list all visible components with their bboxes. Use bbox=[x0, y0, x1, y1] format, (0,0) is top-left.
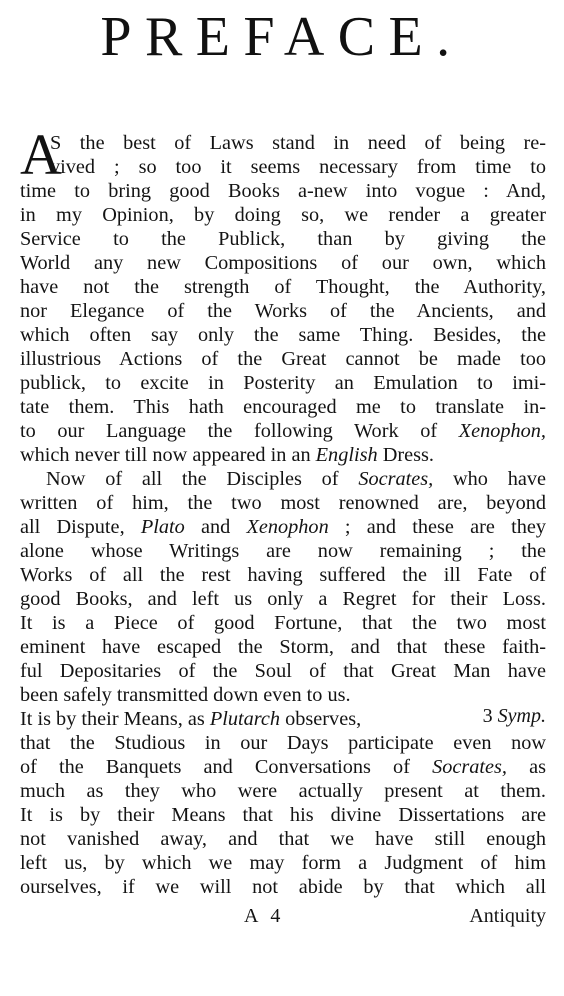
text-line: much as they who were actually present at them. bbox=[20, 780, 546, 802]
text-line: ourselves, if we will not abide by that which all bbox=[20, 876, 546, 898]
text-line bbox=[46, 467, 546, 491]
italic-name: Plutarch bbox=[209, 708, 281, 730]
text-line bbox=[20, 443, 546, 467]
text-line: not vanished away, and that we have still enough bbox=[20, 828, 546, 850]
text-line: Service to the Publick, than by giving the bbox=[20, 228, 546, 250]
text-line: alone whose Writings are now remaining ; the bbox=[20, 540, 546, 562]
text-run: ; and these are they bbox=[328, 516, 546, 538]
text-line: written of him, the two most renowned are, beyond bbox=[20, 492, 546, 514]
text-run: Now of all the Disciples of bbox=[46, 468, 359, 490]
text-line: been safely transmitted down even to us. bbox=[20, 684, 351, 706]
text-line bbox=[20, 419, 546, 443]
text-run: who have bbox=[433, 468, 546, 490]
italic-word: English bbox=[315, 444, 378, 466]
page-title: PREFACE. bbox=[100, 6, 464, 68]
margin-note bbox=[483, 704, 546, 728]
text-line: which often say only the same Thing. Besides, the bbox=[20, 324, 546, 346]
text-line: Works of all the rest having suffered the ill Fate of bbox=[20, 564, 546, 586]
text-line: in my Opinion, by doing so, we render a greater bbox=[20, 204, 546, 226]
text-line: publick, to excite in Posterity an Emulation to imi- bbox=[20, 372, 546, 394]
text-line: S the best of Laws stand in need of being re- bbox=[50, 132, 546, 154]
text-run: to our Language the following Work of bbox=[20, 420, 459, 442]
text-line: good Books, and left us only a Regret for their Loss. bbox=[20, 588, 546, 610]
signature-mark: A 4 bbox=[244, 905, 285, 927]
drop-cap: A bbox=[20, 122, 62, 187]
text-line bbox=[20, 755, 546, 779]
text-run: and bbox=[184, 516, 247, 538]
text-line: time to bring good Books a-new into vogue : And, bbox=[20, 180, 546, 202]
text-line: tate them. This hath encouraged me to translate in- bbox=[20, 396, 546, 418]
text-run: all Dispute, bbox=[20, 516, 141, 538]
text-run: Dress. bbox=[377, 444, 434, 466]
text-line bbox=[20, 515, 546, 539]
catchword: Antiquity bbox=[469, 905, 546, 927]
italic-name: Plato bbox=[140, 516, 185, 538]
text-run: as bbox=[506, 756, 546, 778]
text-line: nor Elegance of the Works of the Ancients, and bbox=[20, 300, 546, 322]
italic-name: Xenophon, bbox=[458, 420, 546, 442]
text-line: that the Studious in our Days participate even now bbox=[20, 732, 546, 754]
text-line: It is a Piece of good Fortune, that the two most bbox=[20, 612, 546, 634]
text-run: observes, bbox=[280, 708, 362, 730]
text-line: ful Depositaries of the Soul of that Great Man have bbox=[20, 660, 546, 682]
italic-name: Socrates, bbox=[358, 468, 434, 490]
text-line: vived ; so too it seems necessary from time to bbox=[50, 156, 546, 178]
text-line: It is by their Means that his divine Dissertations are bbox=[20, 804, 546, 826]
margin-note-text: Symp. bbox=[497, 705, 546, 727]
text-run: It is by their Means, as bbox=[20, 708, 210, 730]
italic-name: Socrates, bbox=[432, 756, 507, 778]
text-line: illustrious Actions of the Great cannot be made too bbox=[20, 348, 546, 370]
text-run: which never till now appeared in an bbox=[20, 444, 316, 466]
text-line: World any new Compositions of our own, which bbox=[20, 252, 546, 274]
text-line: have not the strength of Thought, the Authority, bbox=[20, 276, 546, 298]
text-line bbox=[20, 707, 546, 731]
italic-name: Xenophon bbox=[246, 516, 329, 538]
text-line: eminent have escaped the Storm, and that these faith- bbox=[20, 636, 546, 658]
margin-note-number: 3 bbox=[482, 705, 493, 727]
text-line: left us, by which we may form a Judgment of him bbox=[20, 852, 546, 874]
text-run: of the Banquets and Conversations of bbox=[20, 756, 433, 778]
